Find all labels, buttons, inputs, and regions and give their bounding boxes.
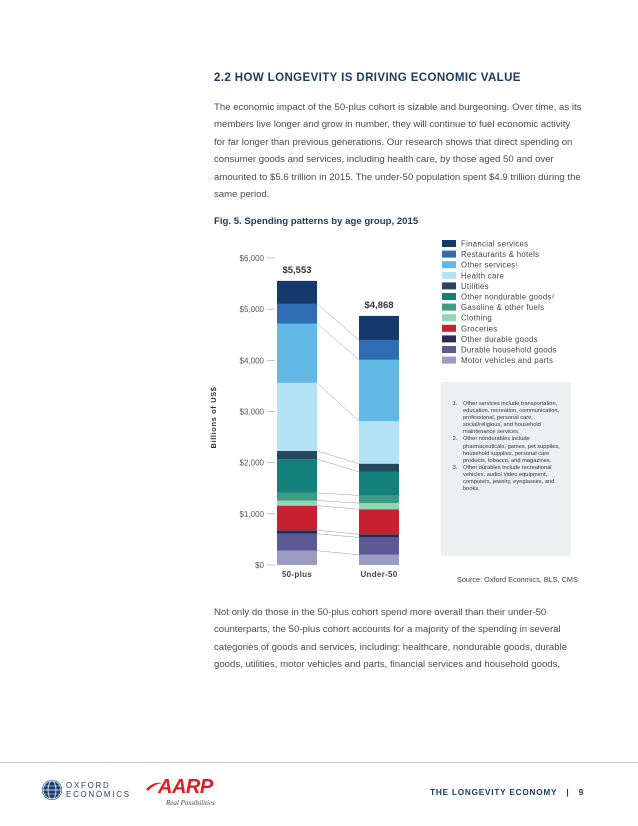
y-tick-label: $0: [255, 561, 264, 570]
legend-label: Groceries: [461, 324, 498, 334]
bar-segment: [277, 459, 317, 493]
bar-segment: [277, 501, 317, 506]
category-label: Under-50: [360, 570, 398, 579]
segment-connector: [317, 506, 359, 510]
bar-segment: [359, 340, 399, 360]
y-tick-label: $3,000: [239, 407, 264, 417]
aarp-logo: [146, 776, 246, 810]
oxford-economics-logo: [40, 779, 140, 803]
figure-title: Fig. 5. Spending patterns by age group, 2015: [214, 216, 419, 227]
legend-label: Restaurants & hotels: [461, 250, 540, 260]
legend-label: Other services$^1$: [461, 260, 519, 270]
bar-segment: [359, 555, 399, 565]
bar-segment: [359, 464, 399, 472]
y-tick-label: $6,000: [239, 254, 264, 263]
aarp-tagline: Real Possibilities: [166, 799, 215, 807]
y-tick-label: $4,000: [239, 356, 264, 366]
economics-wordmark: ECONOMICS: [66, 790, 131, 799]
bar-segment: [359, 495, 399, 503]
intro-paragraph: The economic impact of the 50-plus cohort is sizable and burgeoning. Over time, as its members live longer and grow in number, they will continue to fuel economic activity for far longer than previous generations. Our research shows that direct spending on consumer goods and services, including health care, by those aged 50 and over amounted to $5.6 trillion in 2015. The under-50 population spent $4.9 trillion during the same period.: [214, 102, 582, 201]
bar-segment: [359, 503, 399, 509]
segment-connector: [317, 493, 359, 496]
legend-label: Other durable goods: [461, 334, 538, 344]
legend-label: Health care: [461, 271, 505, 281]
y-tick-label: $1,000: [239, 509, 264, 519]
bar-segment: [277, 534, 317, 551]
segment-connector: [317, 304, 359, 340]
bar-segment: [359, 360, 399, 421]
note-3: 3. Other durables include recreational vehicles, audio/ video equipment, computers, jewelry, eyeglasses, and books.: [459, 465, 565, 493]
bar-segment: [277, 323, 317, 382]
y-tick-label: $2,000: [239, 458, 264, 468]
bar-segment: [359, 537, 399, 554]
legend-swatch: [442, 293, 456, 300]
legend-swatch: [442, 314, 456, 321]
bar-segment: [359, 534, 399, 537]
legend-swatch: [442, 282, 456, 289]
bar-total-label: $5,553: [282, 264, 312, 276]
y-tick-label: $5,000: [239, 305, 264, 315]
legend-swatch: [442, 357, 456, 364]
segment-connector: [317, 501, 359, 504]
bar-segment: [277, 493, 317, 501]
closing-paragraph: Not only do those in the 50-plus cohort spend more overall than their under-50 counterparts, the 50-plus cohort accounts for a majority of the spending in several categories of goods and services, including: healthcare, nondurable goods, durable goods, utilities, motor vehicles and parts, financial services and household goods.: [214, 607, 568, 671]
legend-swatch: [442, 261, 456, 268]
globe-icon: [42, 780, 62, 800]
legend-label: Utilities: [461, 281, 489, 291]
legend-swatch: [442, 240, 456, 247]
legend-label: Clothing: [461, 313, 493, 323]
bar-segment: [277, 551, 317, 565]
footer-divider: [0, 762, 638, 763]
legend-swatch: [442, 346, 456, 353]
legend-label: Motor vehicles and parts: [461, 356, 554, 366]
segment-connector: [317, 323, 359, 359]
figure-notes: [441, 382, 571, 556]
legend-swatch: [442, 272, 456, 279]
bar-segment: [277, 530, 317, 534]
bar-segment: [359, 421, 399, 463]
segment-connector: [317, 383, 359, 421]
bar-total-label: $4,868: [364, 299, 394, 311]
segment-connector: [317, 551, 359, 555]
bar-segment: [277, 383, 317, 451]
note-2: 2. Other nondurables include pharmaceuticals, games, pet supplies, household supplies, personal care products, tobacco, and magazines.: [459, 436, 565, 464]
legend-label: Durable household goods: [461, 345, 557, 355]
bar-segment: [359, 316, 399, 340]
legend-label: Gasoline & other fuels: [461, 303, 545, 313]
legend-swatch: [442, 304, 456, 311]
bar-segment: [359, 509, 399, 534]
legend-swatch: [442, 325, 456, 332]
bar-segment: [359, 472, 399, 496]
legend-label: Other nondurable goods$^2$: [461, 292, 555, 302]
segment-connector: [317, 451, 359, 464]
legend-label: Financial services: [461, 239, 529, 249]
note-1: 1. Other services include transportation, education, recreation, communication, professional, personal care, social/religious, and household maintenance services.: [459, 401, 565, 436]
segment-connector: [317, 534, 359, 538]
segment-connector: [317, 530, 359, 534]
y-axis-label: Billions of US$: [209, 386, 218, 449]
legend-swatch: [442, 335, 456, 342]
bar-segment: [277, 304, 317, 324]
aarp-wordmark: AARP: [158, 776, 213, 798]
bar-segment: [277, 506, 317, 531]
footer-page-title: THE LONGEVITY ECONOMY | 9: [430, 788, 584, 797]
oxford-wordmark: OXFORD: [66, 781, 111, 790]
section-heading: 2.2 HOW LONGEVITY IS DRIVING ECONOMIC VALUE: [214, 72, 521, 84]
bar-segment: [277, 451, 317, 459]
segment-connector: [317, 459, 359, 472]
figure-source: Source: Oxford Econmics, BLS, CMS: [457, 575, 578, 584]
category-label: 50-plus: [281, 570, 313, 579]
bar-segment: [277, 281, 317, 304]
legend-swatch: [442, 251, 456, 258]
